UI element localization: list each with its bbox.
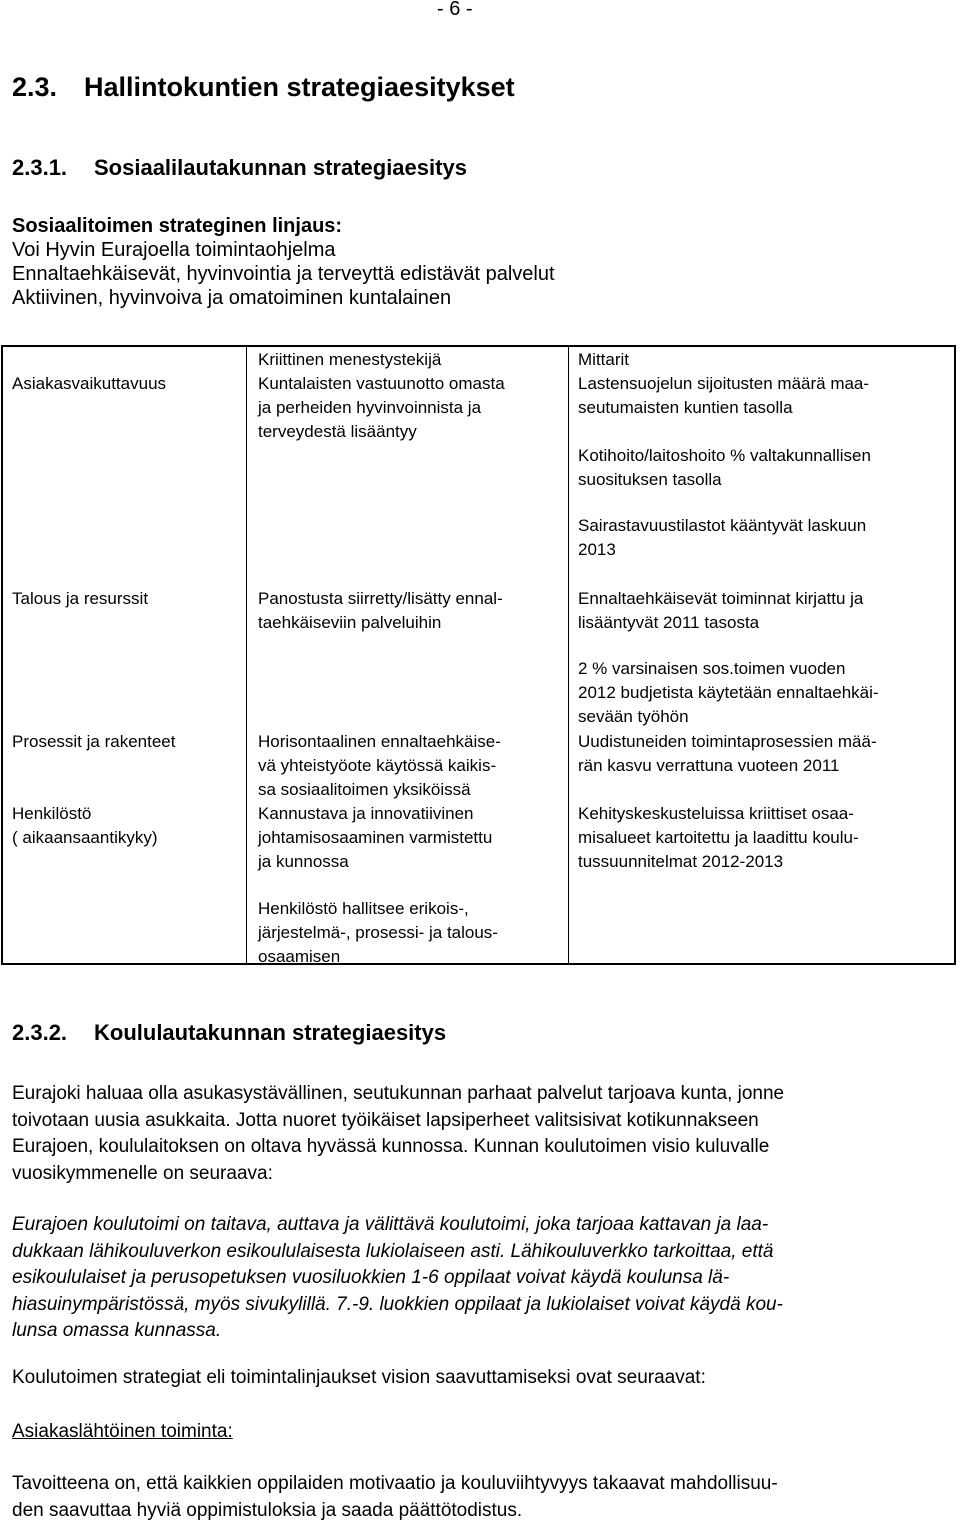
policy-line: Ennaltaehkäisevät, hyvinvointia ja terveyttä edistävät palvelut [12,263,555,285]
subsection-number: 2.3.1. [12,155,68,180]
critical-factor: Henkilöstö hallitsee erikois-, järjestelmä-, prosessi- ja talous- osaamisen [258,899,498,966]
strategic-policy-block [12,214,555,310]
section-title: Hallintokuntien strategiaesitykset [84,72,515,102]
perspective-label: Henkilöstö ( aikaansaantikyky) [12,804,158,847]
critical-factor: Kuntalaisten vastuunotto omasta ja perheiden hyvinvoinnista ja terveydestä lisääntyy [258,374,505,441]
subsection-title: Sosiaalilautakunnan strategiaesitys [94,155,467,180]
measure: Uudistuneiden toimintaprosessien mää- rän kasvu verrattuna vuoteen 2011 [578,732,877,775]
subsection-title: Koululautakunnan strategiaesitys [94,1020,447,1045]
critical-factor: Panostusta siirretty/lisätty ennal- taehkäiseviin palveluihin [258,589,503,632]
col-header-measures: Mittarit [578,350,629,369]
policy-line: Aktiivinen, hyvinvoiva ja omatoiminen kuntalainen [12,287,452,309]
perspective-label: Asiakasvaikuttavuus [12,374,167,393]
section-heading [12,72,515,103]
measure: 2 % varsinaisen sos.toimen vuoden 2012 budjetista käytetään ennaltaehkäi- sevään työhön [578,659,879,726]
measure: Sairastavuustilastot kääntyvät laskuun 2013 [578,516,867,559]
customer-oriented-heading: Asiakaslähtöinen toiminta: [12,1421,233,1442]
measure: Ennaltaehkäisevät toiminnat kirjattu ja lisääntyvät 2011 tasosta [578,589,864,632]
goal-paragraph: Tavoitteena on, että kaikkien oppilaiden motivaatio ja kouluviihtyvyys takaavat mahdollisuu- den saavuttaa hyviä oppimistuloksia ja saada päättötodistus. [12,1473,778,1521]
subsection-heading-koulu [12,1020,446,1046]
measure: Kotihoito/laitoshoito % valtakunnallisen suosituksen tasolla [578,446,871,489]
measure: Kehityskeskusteluissa kriittiset osaa- misalueet kartoitettu ja laadittu koulu- tussuunnitelmat 2012-2013 [578,804,859,871]
section-number: 2.3. [12,72,58,102]
policy-line: Voi Hyvin Eurajoella toimintaohjelma [12,239,336,261]
subsection-heading-sosiaali [12,155,467,181]
perspective-label: Prosessit ja rakenteet [12,732,176,751]
strategies-intro: Koulutoimen strategiat eli toimintalinjaukset vision saavuttamiseksi ovat seuraavat: [12,1367,706,1388]
critical-factor: Horisontaalinen ennaltaehkäise- vä yhteistyöote käytössä kaikis- sa sosiaalitoimen yksiköissä [258,732,501,799]
measure: Lastensuojelun sijoitusten määrä maa- seutumaisten kuntien tasolla [578,374,870,417]
perspective-label: Talous ja resurssit [12,589,149,608]
column-divider [568,347,569,963]
policy-heading: Sosiaalitoimen strateginen linjaus: [12,215,343,237]
critical-factor: Kannustava ja innovatiivinen johtamisosaaminen varmistettu ja kunnossa [258,804,493,871]
col-header-critical-factor: Kriittinen menestystekijä [258,350,442,369]
vision-paragraph: Eurajoen koulutoimi on taitava, auttava ja välittävä koulutoimi, joka tarjoaa kattavan ja laa- dukkaan lähikouluverkon esikoululaisesta lukiolaiseen asti. Lähikouluverkko tarkoittaa, että esikoululaiset ja perusopetuksen vuosiluokkien 1-6 oppilaat voivat käydä koulunsa lä- hiasuinympäristössä, myös sivukylillä. 7.-9. luokkien oppilaat ja lukiolaiset voivat käydä kou- lunsa omassa kunnassa. [12,1214,783,1341]
subsection-number: 2.3.2. [12,1020,68,1045]
strategy-table [1,345,956,965]
intro-paragraph: Eurajoki haluaa olla asukasystävällinen, seutukunnan parhaat palvelut tarjoava kunta, jonne toivotaan uusia asukkaita. Jotta nuoret työikäiset lapsiperheet valitsisivat kotikunnakseen Eurajoen, koululaitoksen on oltava hyvässä kunnossa. Kunnan koulutoimen visio kuluvalle vuosikymmenelle on seuraava: [12,1083,785,1184]
column-divider [246,347,247,963]
page-number: - 6 - [437,0,473,20]
